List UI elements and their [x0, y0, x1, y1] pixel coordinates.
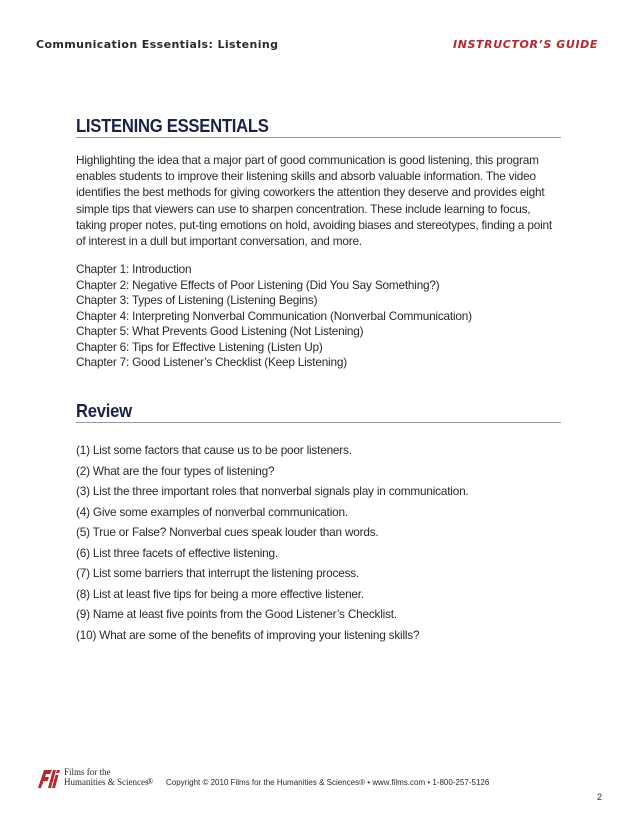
chapter-list	[76, 262, 472, 371]
publisher-logo-icon	[38, 768, 62, 790]
review-question: (3) List the three important roles that nonverbal signals play in communication.	[76, 484, 469, 498]
review-question: (5) True or False? Nonverbal cues speak louder than words.	[76, 525, 379, 539]
review-question: (10) What are some of the benefits of improving your listening skills?	[76, 627, 420, 642]
review-question: (8) List at least five tips for being a more effective listener.	[76, 586, 364, 601]
chapter-item: Chapter 2: Negative Effects of Poor Listening (Did You Say Something?)	[76, 277, 440, 292]
logo-line: Films for the	[64, 767, 111, 777]
review-question: (1) List some factors that cause us to be poor listeners.	[76, 443, 352, 457]
review-question: (4) Give some examples of nonverbal communication.	[76, 504, 348, 519]
header-guide-label: INSTRUCTOR’S GUIDE	[453, 38, 598, 51]
registered-mark: ®	[147, 777, 154, 786]
section-divider	[76, 137, 561, 138]
section-title-review: Review	[76, 400, 132, 421]
review-question: (6) List three facets of effective listening.	[76, 545, 278, 560]
chapter-item: Chapter 3: Types of Listening (Listening Begins)	[76, 293, 318, 307]
copyright-line: Copyright © 2010 Films for the Humanities & Sciences® • www.films.com • 1-800-257-5126	[166, 778, 490, 787]
chapter-item: Chapter 6: Tips for Effective Listening (Listen Up)	[76, 339, 323, 354]
section-title-listening-essentials: LISTENING ESSENTIALS	[76, 115, 269, 136]
chapter-item: Chapter 1: Introduction	[76, 262, 192, 276]
chapter-item: Chapter 7: Good Listener’s Checklist (Keep Listening)	[76, 355, 347, 369]
review-question: (9) Name at least five points from the Good Listener’s Checklist.	[76, 607, 397, 621]
intro-paragraph: Highlighting the idea that a major part of good communication is good listening, this program enables students to improve their listening skills and absorb valuable information. The video identifies the best methods for giving coworkers the attention they deserve and provides eight simple tips that viewers can use to sharpen concentration. These include learning to focus, taking proper notes, put-ting emotions on hold, avoiding biases and stereotypes, finding a point of interest in a dull but important conversation, and more.	[76, 153, 552, 249]
section-divider	[76, 422, 561, 423]
page-number: 2	[596, 792, 602, 802]
logo-line: Humanities & Sciences	[64, 777, 149, 787]
publisher-logo-text	[64, 767, 148, 787]
header-title: Communication Essentials: Listening	[36, 38, 279, 51]
chapter-item: Chapter 4: Interpreting Nonverbal Communication (Nonverbal Communication)	[76, 308, 472, 323]
review-question: (7) List some barriers that interrupt the listening process.	[76, 566, 360, 580]
chapter-item: Chapter 5: What Prevents Good Listening (Not Listening)	[76, 324, 364, 338]
review-question-list	[76, 440, 469, 645]
review-question: (2) What are the four types of listening?	[76, 463, 275, 478]
